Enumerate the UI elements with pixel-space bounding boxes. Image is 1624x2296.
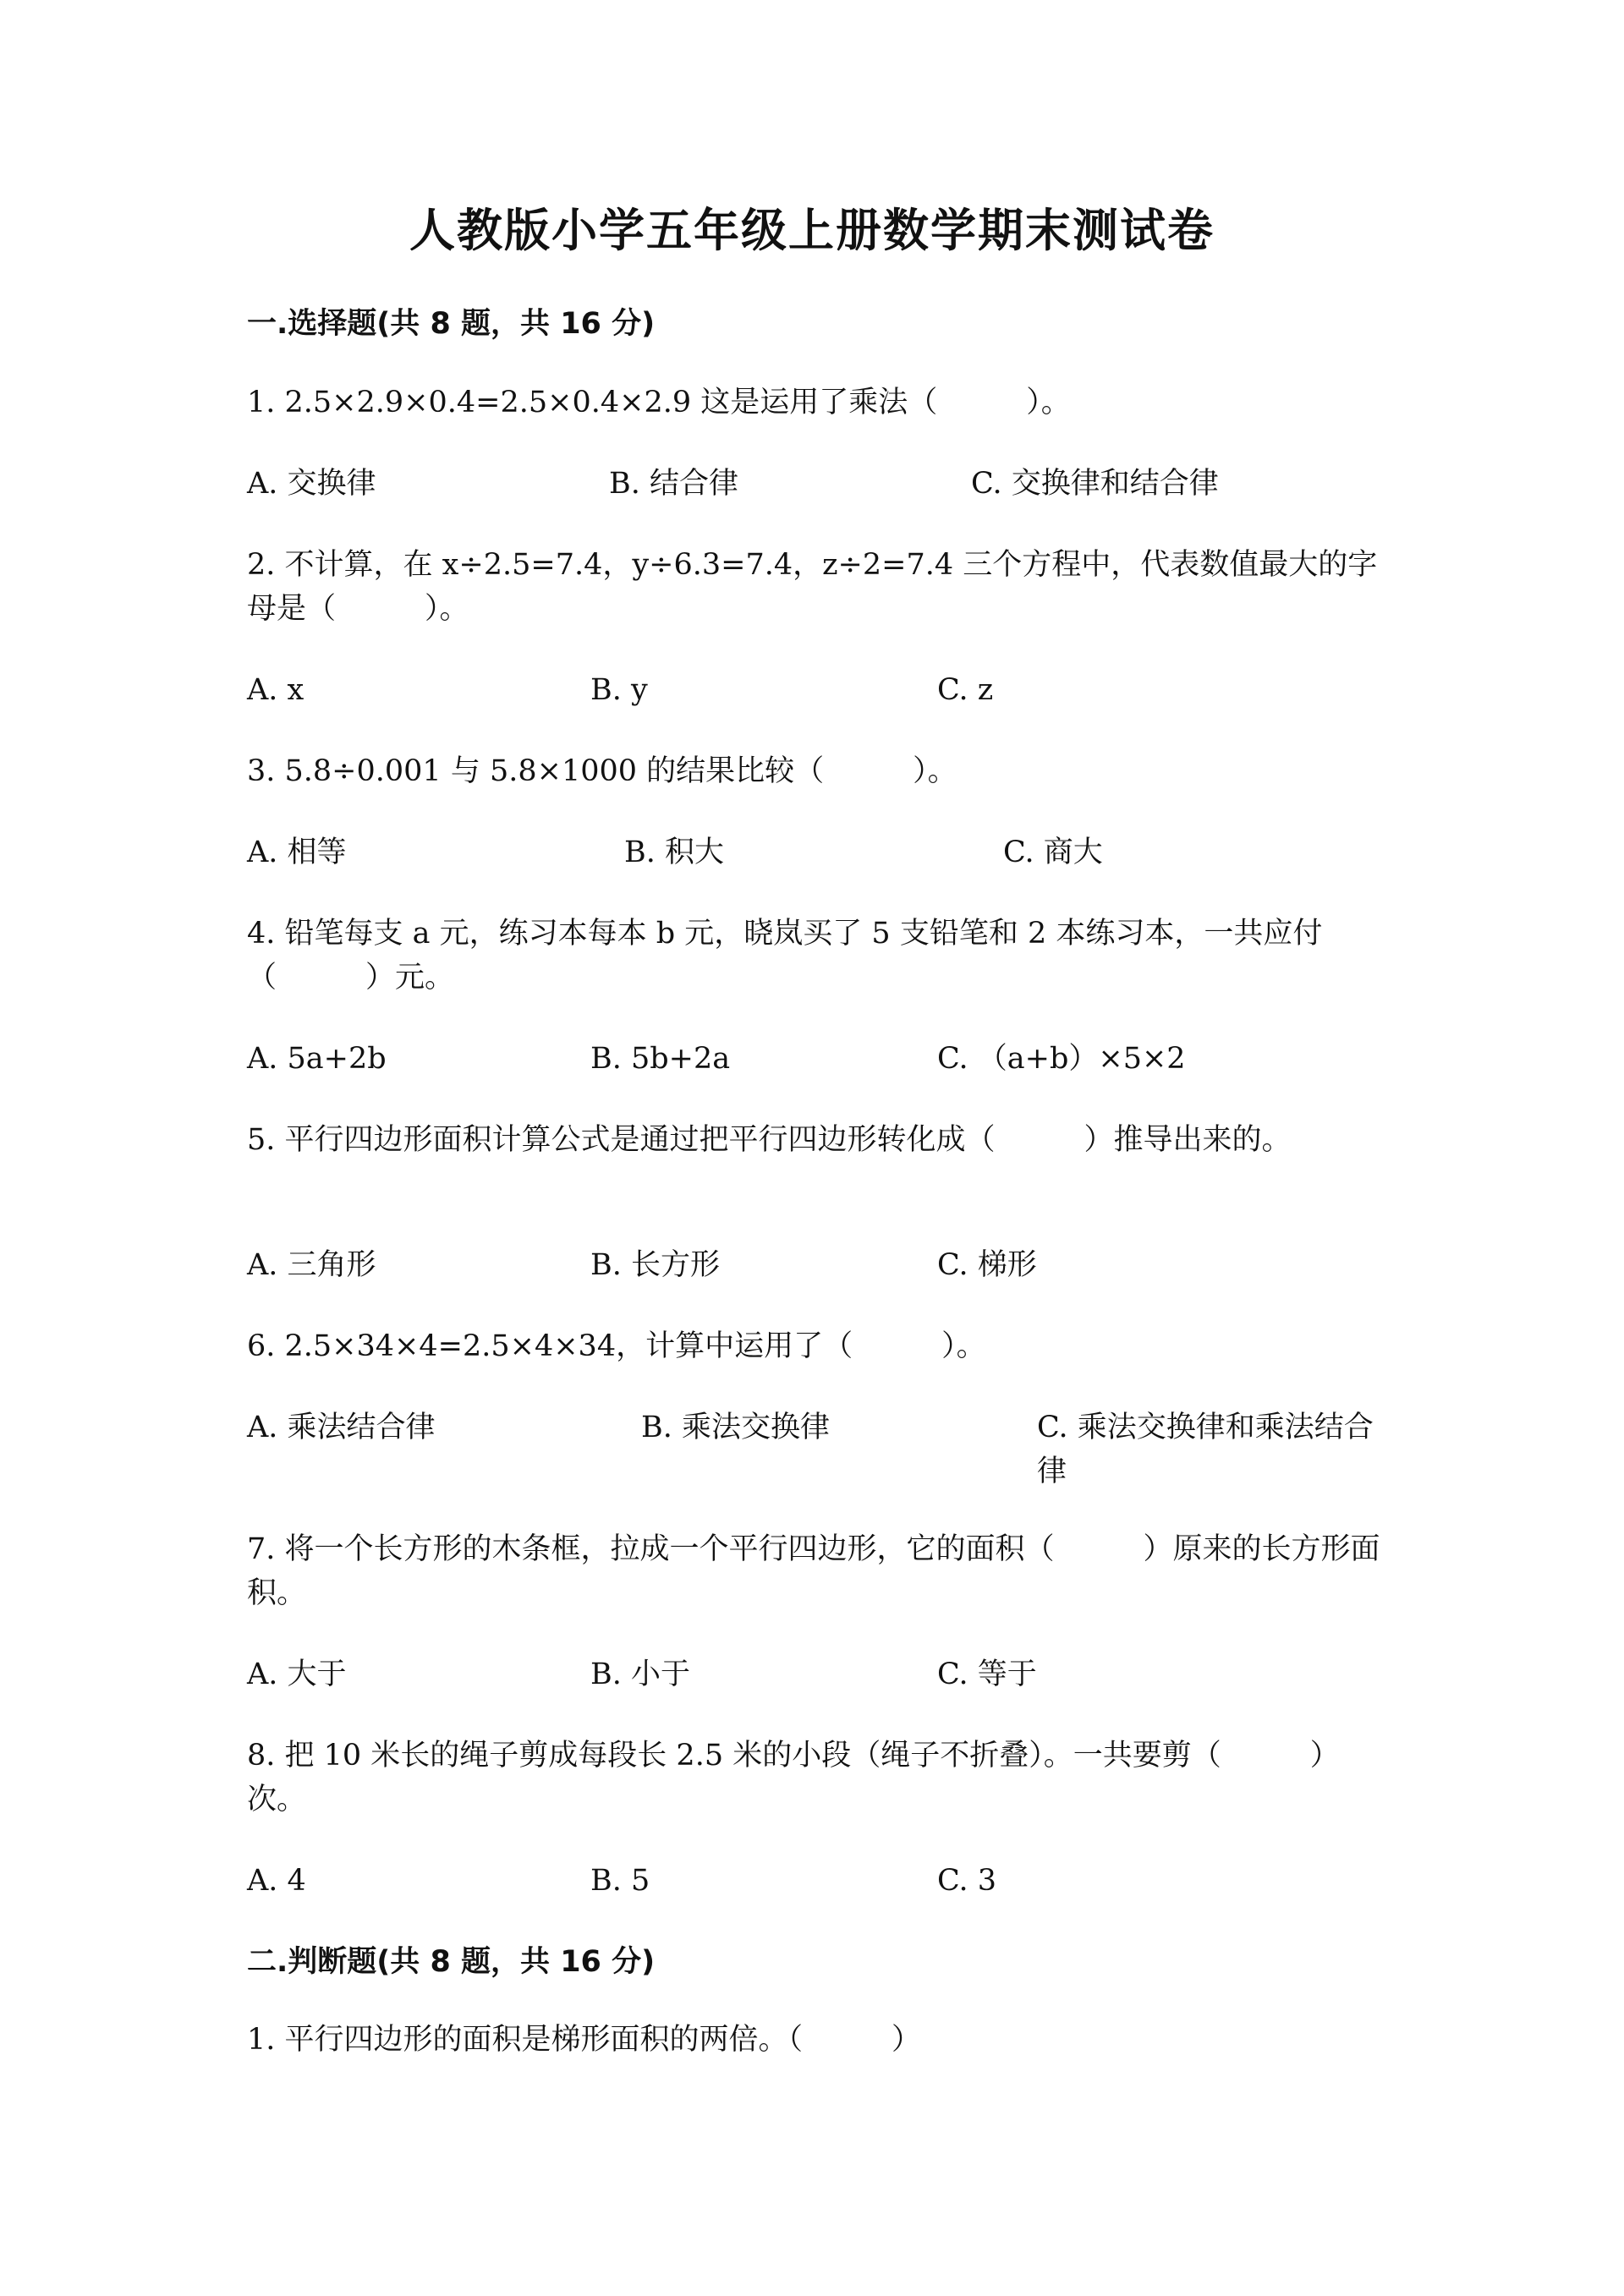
question-5-option-a: A. 三角形 xyxy=(247,1248,376,1282)
question-5-option-b: B. 长方形 xyxy=(590,1248,720,1282)
question-4-option-a: A. 5a+2b xyxy=(247,1042,387,1076)
question-2-option-b: B. y xyxy=(590,673,648,707)
question-6: 6. 2.5×34×4=2.5×4×34，计算中运用了（ ）。 xyxy=(247,1329,986,1363)
judgement-question-1: 1. 平行四边形的面积是梯形面积的两倍。（ ） xyxy=(247,2023,922,2057)
question-8: 8. 把 10 米长的绳子剪成每段长 2.5 米的小段（绳子不折叠）。一共要剪（ ）次。 xyxy=(247,1739,1340,1817)
question-1: 1. 2.5×2.9×0.4=2.5×0.4×2.9 这是运用了乘法（ ）。 xyxy=(247,386,1071,419)
question-1-option-a: A. 交换律 xyxy=(247,467,376,501)
question-6-option-a: A. 乘法结合律 xyxy=(247,1411,436,1444)
question-8-option-b: B. 5 xyxy=(590,1864,650,1898)
question-8-option-c: C. 3 xyxy=(937,1864,997,1898)
page-title: 人教版小学五年级上册数学期末测试卷 xyxy=(409,203,1215,257)
question-1-option-b: B. 结合律 xyxy=(609,467,738,501)
question-3: 3. 5.8÷0.001 与 5.8×1000 的结果比较（ ）。 xyxy=(247,754,957,788)
question-2: 2. 不计算，在 x÷2.5=7.4，y÷6.3=7.4，z÷2=7.4 三个方程中，代表数值最大的字母是（ ）。 xyxy=(247,548,1378,626)
question-7-option-b: B. 小于 xyxy=(590,1658,690,1691)
question-2-option-c: C. z xyxy=(937,673,994,707)
section-heading-judgement: 二.判断题(共 8 题，共 16 分) xyxy=(247,1945,656,1979)
question-5: 5. 平行四边形面积计算公式是通过把平行四边形转化成（ ）推导出来的。 xyxy=(247,1123,1292,1157)
question-4-option-c: C. （a+b）×5×2 xyxy=(937,1042,1186,1076)
question-6-option-b: B. 乘法交换律 xyxy=(641,1411,830,1444)
section-heading-choice: 一.选择题(共 8 题，共 16 分) xyxy=(247,307,656,341)
question-3-option-b: B. 积大 xyxy=(624,836,724,869)
question-8-option-a: A. 4 xyxy=(247,1864,306,1898)
question-2-option-a: A. x xyxy=(247,673,304,707)
question-3-option-a: A. 相等 xyxy=(247,836,347,869)
question-7-option-c: C. 等于 xyxy=(937,1658,1037,1691)
question-6-option-c: C. 乘法交换律和乘法结合律 xyxy=(1037,1411,1374,1488)
question-4: 4. 铅笔每支 a 元，练习本每本 b 元，晓岚买了 5 支铅笔和 2 本练习本，一共应付（ ）元。 xyxy=(247,917,1323,995)
question-4-option-b: B. 5b+2a xyxy=(590,1042,731,1076)
question-7-option-a: A. 大于 xyxy=(247,1658,347,1691)
question-1-option-c: C. 交换律和结合律 xyxy=(971,467,1219,501)
question-5-option-c: C. 梯形 xyxy=(937,1248,1037,1282)
question-3-option-c: C. 商大 xyxy=(1003,836,1103,869)
question-7: 7. 将一个长方形的木条框，拉成一个平行四边形，它的面积（ ）原来的长方形面积。 xyxy=(247,1532,1380,1610)
